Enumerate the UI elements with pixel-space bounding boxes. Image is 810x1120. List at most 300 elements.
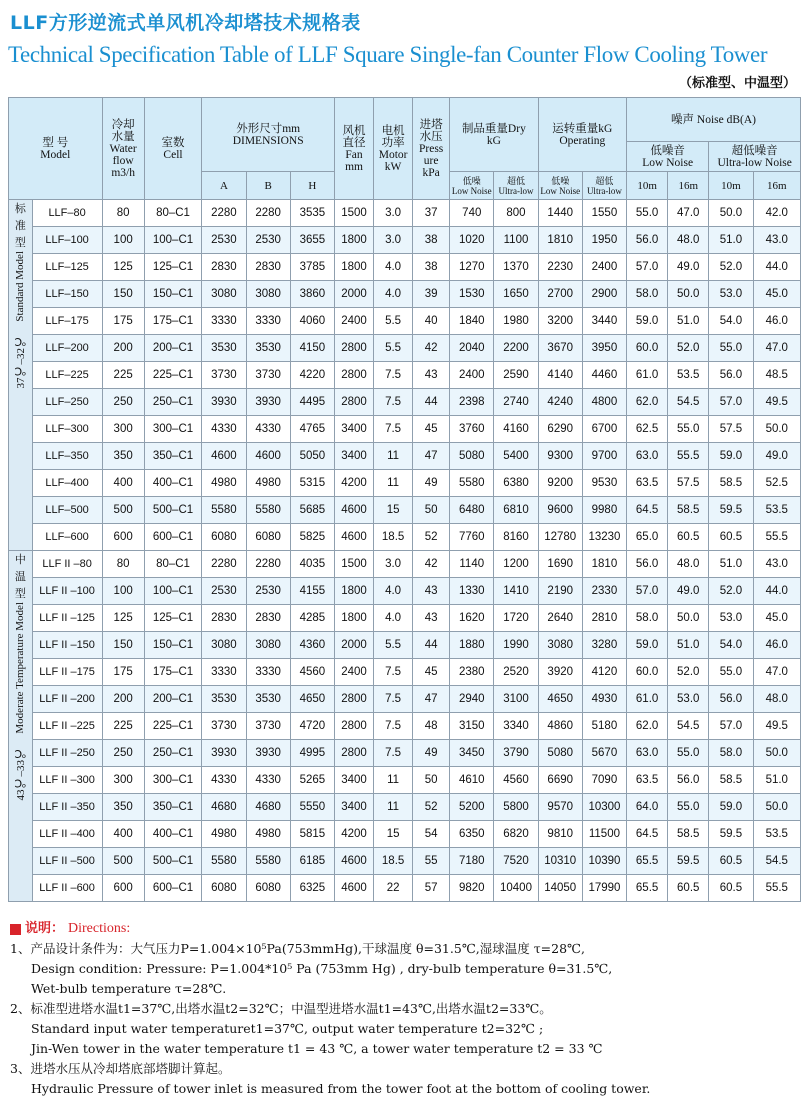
table-cell: 59.5 [709, 821, 753, 848]
table-cell: 18.5 [374, 524, 413, 551]
table-cell: 4560 [494, 767, 538, 794]
table-cell: 38 [413, 227, 450, 254]
table-cell: 6185 [290, 848, 334, 875]
header-dim-h: H [290, 172, 334, 200]
table-cell: 48.0 [668, 227, 709, 254]
table-cell: 2900 [582, 281, 626, 308]
table-cell: 150 [102, 632, 144, 659]
table-cell: 225 [102, 362, 144, 389]
table-cell: 1650 [494, 281, 538, 308]
table-cell: 50 [413, 497, 450, 524]
table-cell: 1550 [582, 200, 626, 227]
model-cell: LLF II –200 [32, 686, 102, 713]
page-title-cn: LLF方形逆流式单风机冷却塔技术规格表 [10, 12, 361, 34]
table-cell: 400–C1 [144, 821, 202, 848]
table-cell: 49 [413, 470, 450, 497]
table-cell: 1980 [494, 308, 538, 335]
table-cell: 58.0 [627, 281, 668, 308]
table-cell: 2590 [494, 362, 538, 389]
table-cell: 11 [374, 470, 413, 497]
table-cell: 1500 [334, 551, 373, 578]
table-cell: 3280 [582, 632, 626, 659]
table-cell: 38 [413, 254, 450, 281]
model-cell: LLF–400 [32, 470, 102, 497]
table-cell: 52 [413, 794, 450, 821]
table-cell: 600–C1 [144, 524, 202, 551]
table-cell: 3400 [334, 443, 373, 470]
header-motor: 电机 功率 Motor kW [374, 98, 413, 200]
table-cell: 500 [102, 497, 144, 524]
model-cell: LLF–100 [32, 227, 102, 254]
header-dim-a: A [202, 172, 246, 200]
header-dry-ultra: 超低 Ultra-low [494, 172, 538, 200]
header-dry-low: 低噪 Low Noise [450, 172, 494, 200]
table-cell: 4460 [582, 362, 626, 389]
table-cell: 40 [413, 308, 450, 335]
table-cell: 6290 [538, 416, 582, 443]
header-fan: 风机 直径 Fan mm [334, 98, 373, 200]
table-cell: 59.0 [627, 308, 668, 335]
table-cell: 6810 [494, 497, 538, 524]
table-cell: 7.5 [374, 686, 413, 713]
table-cell: 2830 [202, 254, 246, 281]
note-3-en: Hydraulic Pressure of tower inlet is measured from the tower foot at the bottom of cooling tower. [31, 1081, 651, 1096]
table-cell: 9980 [582, 497, 626, 524]
model-cell: LLF II –175 [32, 659, 102, 686]
header-low-noise: 低噪音 Low Noise [627, 142, 709, 172]
table-cell: 52 [413, 524, 450, 551]
table-cell: 39 [413, 281, 450, 308]
table-cell: 5685 [290, 497, 334, 524]
table-cell: 150–C1 [144, 281, 202, 308]
note-1-cn: 1、产品设计条件为：大气压力P=1.004×10⁵Pa(753mmHg),干球温度 θ=31.5℃,湿球温度 τ=28℃, [10, 941, 585, 956]
table-cell: 500–C1 [144, 848, 202, 875]
table-cell: 65.0 [627, 524, 668, 551]
table-cell: 55.5 [668, 443, 709, 470]
table-row [9, 335, 801, 362]
table-cell: 125–C1 [144, 605, 202, 632]
model-cell: LLF II –125 [32, 605, 102, 632]
table-cell: 4600 [334, 875, 373, 902]
table-cell: 3785 [290, 254, 334, 281]
table-cell: 1100 [494, 227, 538, 254]
table-cell: 300–C1 [144, 767, 202, 794]
table-cell: 6820 [494, 821, 538, 848]
table-cell: 59.5 [709, 497, 753, 524]
table-cell: 4060 [290, 308, 334, 335]
table-cell: 2800 [334, 740, 373, 767]
table-cell: 5800 [494, 794, 538, 821]
table-cell: 53.0 [709, 605, 753, 632]
table-cell: 1200 [494, 551, 538, 578]
table-cell: 4650 [290, 686, 334, 713]
table-cell: 400 [102, 821, 144, 848]
header-noise: 噪声 Noise dB(A) [627, 98, 801, 142]
table-cell: 56.0 [668, 767, 709, 794]
table-cell: 100 [102, 578, 144, 605]
table-cell: 58.0 [627, 605, 668, 632]
table-cell: 2280 [202, 200, 246, 227]
table-cell: 60.5 [709, 875, 753, 902]
table-cell: 4160 [494, 416, 538, 443]
table-cell: 48.0 [753, 686, 800, 713]
table-cell: 55.0 [668, 416, 709, 443]
header-low-10m: 10m [627, 172, 668, 200]
table-cell: 250 [102, 389, 144, 416]
table-cell: 55.0 [709, 659, 753, 686]
table-cell: 4.0 [374, 281, 413, 308]
table-cell: 47 [413, 443, 450, 470]
table-cell: 3340 [494, 713, 538, 740]
table-cell: 63.5 [627, 470, 668, 497]
table-cell: 3330 [246, 308, 290, 335]
table-cell: 4140 [538, 362, 582, 389]
table-cell: 1950 [582, 227, 626, 254]
table-cell: 150 [102, 281, 144, 308]
model-cell: LLF–175 [32, 308, 102, 335]
table-cell: 53.0 [709, 281, 753, 308]
table-cell: 1810 [538, 227, 582, 254]
table-row [9, 821, 801, 848]
table-cell: 57 [413, 875, 450, 902]
table-cell: 1690 [538, 551, 582, 578]
table-cell: 4120 [582, 659, 626, 686]
table-cell: 3530 [246, 335, 290, 362]
red-square-icon [10, 924, 21, 935]
table-cell: 1880 [450, 632, 494, 659]
table-row [9, 416, 801, 443]
table-cell: 2000 [334, 281, 373, 308]
table-cell: 4150 [290, 335, 334, 362]
table-row [9, 470, 801, 497]
directions-header-cn: 说明： [25, 921, 65, 936]
table-cell: 55.5 [753, 524, 800, 551]
table-cell: 9810 [538, 821, 582, 848]
table-cell: 350 [102, 794, 144, 821]
table-cell: 175–C1 [144, 308, 202, 335]
model-cell: LLF II –300 [32, 767, 102, 794]
model-cell: LLF II –100 [32, 578, 102, 605]
spec-table-body [9, 200, 801, 902]
table-row [9, 740, 801, 767]
table-cell: 4.0 [374, 605, 413, 632]
table-cell: 4980 [246, 821, 290, 848]
table-cell: 4765 [290, 416, 334, 443]
table-cell: 4.0 [374, 578, 413, 605]
table-cell: 4980 [246, 470, 290, 497]
table-cell: 3760 [450, 416, 494, 443]
table-cell: 51.0 [709, 551, 753, 578]
table-cell: 13230 [582, 524, 626, 551]
table-cell: 200–C1 [144, 686, 202, 713]
table-cell: 350 [102, 443, 144, 470]
table-cell: 3330 [202, 308, 246, 335]
table-cell: 45 [413, 416, 450, 443]
table-cell: 4800 [582, 389, 626, 416]
note-2-cn: 2、标准型进塔水温t1=37℃,出塔水温t2=32℃；中温型进塔水温t1=43℃,出塔水温t2=33℃。 [10, 1001, 552, 1016]
table-cell: 4650 [538, 686, 582, 713]
table-cell: 3200 [538, 308, 582, 335]
table-cell: 6080 [202, 875, 246, 902]
table-cell: 2398 [450, 389, 494, 416]
table-cell: 9200 [538, 470, 582, 497]
table-cell: 60.0 [627, 335, 668, 362]
table-cell: 1840 [450, 308, 494, 335]
directions-notes [10, 919, 800, 1099]
header-ultra-16m: 16m [753, 172, 800, 200]
table-cell: 18.5 [374, 848, 413, 875]
table-cell: 5180 [582, 713, 626, 740]
table-cell: 11 [374, 767, 413, 794]
table-cell: 250 [102, 740, 144, 767]
table-cell: 44 [413, 389, 450, 416]
table-cell: 7.5 [374, 416, 413, 443]
table-cell: 600–C1 [144, 875, 202, 902]
table-cell: 2800 [334, 335, 373, 362]
table-cell: 12780 [538, 524, 582, 551]
header-pressure: 进塔 水压 Press ure kPa [413, 98, 450, 200]
table-cell: 2380 [450, 659, 494, 686]
table-cell: 4200 [334, 821, 373, 848]
table-cell: 6350 [450, 821, 494, 848]
table-cell: 53.5 [753, 497, 800, 524]
model-cell: LLF II –500 [32, 848, 102, 875]
table-cell: 9820 [450, 875, 494, 902]
table-cell: 2800 [334, 362, 373, 389]
table-cell: 49 [413, 740, 450, 767]
table-cell: 49.5 [753, 713, 800, 740]
table-cell: 42 [413, 551, 450, 578]
table-cell: 51.0 [709, 227, 753, 254]
table-cell: 50 [413, 767, 450, 794]
table-cell: 7.5 [374, 740, 413, 767]
table-cell: 47.0 [753, 659, 800, 686]
table-cell: 47.0 [668, 200, 709, 227]
group-label-en: Standard Model [14, 251, 27, 322]
table-cell: 300–C1 [144, 416, 202, 443]
note-1-en-a: Design condition: Pressure: P=1.004*10⁵ Pa (753mm Hg) , dry-bulb temperature θ=31.5℃, [31, 961, 613, 976]
table-cell: 400 [102, 470, 144, 497]
table-cell: 350–C1 [144, 443, 202, 470]
table-cell: 3080 [202, 632, 246, 659]
table-cell: 7520 [494, 848, 538, 875]
table-cell: 48.5 [753, 362, 800, 389]
table-cell: 11 [374, 443, 413, 470]
header-water-flow: 冷却 水量 Water flow m3/h [102, 98, 144, 200]
table-cell: 62.5 [627, 416, 668, 443]
table-cell: 4600 [334, 497, 373, 524]
table-cell: 48.0 [668, 551, 709, 578]
table-cell: 58.5 [668, 497, 709, 524]
table-cell: 58.5 [668, 821, 709, 848]
table-cell: 57.0 [627, 254, 668, 281]
table-cell: 3.0 [374, 200, 413, 227]
table-cell: 10400 [494, 875, 538, 902]
model-cell: LLF–225 [32, 362, 102, 389]
header-dry-weight: 制品重量Dry kG [450, 98, 538, 172]
table-cell: 125 [102, 605, 144, 632]
table-cell: 4240 [538, 389, 582, 416]
table-cell: 59.0 [627, 632, 668, 659]
group-temp-range: 43℃–33℃ [14, 746, 27, 801]
table-row [9, 605, 801, 632]
table-cell: 54.0 [709, 308, 753, 335]
table-row [9, 443, 801, 470]
table-cell: 22 [374, 875, 413, 902]
table-cell: 300 [102, 416, 144, 443]
table-cell: 17990 [582, 875, 626, 902]
table-row [9, 281, 801, 308]
table-cell: 5080 [538, 740, 582, 767]
table-cell: 52.0 [709, 254, 753, 281]
directions-header-en: Directions: [68, 921, 131, 936]
table-cell: 3400 [334, 794, 373, 821]
table-cell: 54.0 [709, 632, 753, 659]
model-cell: LLF–250 [32, 389, 102, 416]
table-cell: 175 [102, 659, 144, 686]
table-cell: 4680 [246, 794, 290, 821]
table-cell: 52.5 [753, 470, 800, 497]
table-cell: 5580 [246, 848, 290, 875]
table-cell: 1410 [494, 578, 538, 605]
table-cell: 7.5 [374, 659, 413, 686]
table-cell: 3100 [494, 686, 538, 713]
table-row [9, 767, 801, 794]
table-cell: 4930 [582, 686, 626, 713]
table-cell: 11 [374, 794, 413, 821]
header-op-ultra: 超低 Ultra-low [582, 172, 626, 200]
table-row [9, 659, 801, 686]
group-label-cn: 标准型 [14, 202, 26, 249]
table-cell: 1500 [334, 200, 373, 227]
group-label-en: Moderate Temperature Model [14, 602, 27, 734]
note-3-cn: 3、进塔水压从冷却塔底部塔脚计算起。 [10, 1061, 231, 1076]
table-cell: 44 [413, 632, 450, 659]
table-cell: 51.0 [668, 632, 709, 659]
header-model: 型 号 Model [9, 98, 103, 200]
table-cell: 50.0 [753, 740, 800, 767]
table-cell: 63.0 [627, 740, 668, 767]
table-cell: 4980 [202, 470, 246, 497]
table-cell: 225–C1 [144, 362, 202, 389]
table-cell: 51.0 [668, 308, 709, 335]
table-cell: 6080 [246, 875, 290, 902]
table-cell: 2040 [450, 335, 494, 362]
table-cell: 5550 [290, 794, 334, 821]
table-cell: 45.0 [753, 281, 800, 308]
table-cell: 5.5 [374, 335, 413, 362]
table-cell: 4600 [334, 524, 373, 551]
table-cell: 43 [413, 362, 450, 389]
table-cell: 5.5 [374, 632, 413, 659]
table-cell: 7090 [582, 767, 626, 794]
table-cell: 2800 [334, 389, 373, 416]
table-cell: 4220 [290, 362, 334, 389]
table-cell: 10390 [582, 848, 626, 875]
table-cell: 2520 [494, 659, 538, 686]
table-cell: 4995 [290, 740, 334, 767]
table-cell: 7760 [450, 524, 494, 551]
table-cell: 200 [102, 335, 144, 362]
group-label [9, 551, 33, 902]
table-cell: 2830 [246, 254, 290, 281]
table-cell: 175 [102, 308, 144, 335]
table-cell: 2740 [494, 389, 538, 416]
table-row [9, 875, 801, 902]
table-cell: 4285 [290, 605, 334, 632]
table-cell: 61.0 [627, 362, 668, 389]
table-cell: 46.0 [753, 308, 800, 335]
table-cell: 4035 [290, 551, 334, 578]
table-row [9, 632, 801, 659]
table-cell: 3920 [538, 659, 582, 686]
table-cell: 6380 [494, 470, 538, 497]
table-cell: 2230 [538, 254, 582, 281]
table-cell: 47.0 [753, 335, 800, 362]
table-cell: 65.5 [627, 875, 668, 902]
table-cell: 1530 [450, 281, 494, 308]
table-cell: 15 [374, 497, 413, 524]
table-cell: 55 [413, 848, 450, 875]
table-cell: 5315 [290, 470, 334, 497]
header-ultra-10m: 10m [709, 172, 753, 200]
table-cell: 3950 [582, 335, 626, 362]
table-cell: 43.0 [753, 227, 800, 254]
table-cell: 59.5 [668, 848, 709, 875]
table-cell: 1140 [450, 551, 494, 578]
table-cell: 64.0 [627, 794, 668, 821]
table-cell: 54 [413, 821, 450, 848]
table-cell: 52.0 [668, 335, 709, 362]
table-cell: 1990 [494, 632, 538, 659]
table-cell: 50.0 [668, 281, 709, 308]
table-subtitle: （标准型、中温型） [678, 76, 796, 91]
table-cell: 2400 [334, 659, 373, 686]
header-dim-b: B [246, 172, 290, 200]
table-cell: 43 [413, 578, 450, 605]
table-cell: 6080 [246, 524, 290, 551]
table-cell: 8160 [494, 524, 538, 551]
table-cell: 4200 [334, 470, 373, 497]
table-cell: 5050 [290, 443, 334, 470]
table-cell: 7.5 [374, 713, 413, 740]
table-cell: 62.0 [627, 713, 668, 740]
table-cell: 58.5 [709, 767, 753, 794]
table-cell: 175–C1 [144, 659, 202, 686]
table-cell: 3730 [202, 713, 246, 740]
table-cell: 43.0 [753, 551, 800, 578]
table-cell: 6325 [290, 875, 334, 902]
table-cell: 4720 [290, 713, 334, 740]
table-cell: 6700 [582, 416, 626, 443]
table-cell: 7180 [450, 848, 494, 875]
table-cell: 4600 [202, 443, 246, 470]
table-cell: 42 [413, 335, 450, 362]
table-cell: 57.0 [627, 578, 668, 605]
table-cell: 61.0 [627, 686, 668, 713]
table-cell: 3860 [290, 281, 334, 308]
table-cell: 3790 [494, 740, 538, 767]
table-cell: 3450 [450, 740, 494, 767]
model-cell: LLF–600 [32, 524, 102, 551]
table-cell: 2800 [334, 713, 373, 740]
table-cell: 9600 [538, 497, 582, 524]
table-row [9, 254, 801, 281]
table-cell: 60.5 [709, 524, 753, 551]
table-cell: 2940 [450, 686, 494, 713]
table-cell: 51.0 [753, 767, 800, 794]
table-cell: 45.0 [753, 605, 800, 632]
